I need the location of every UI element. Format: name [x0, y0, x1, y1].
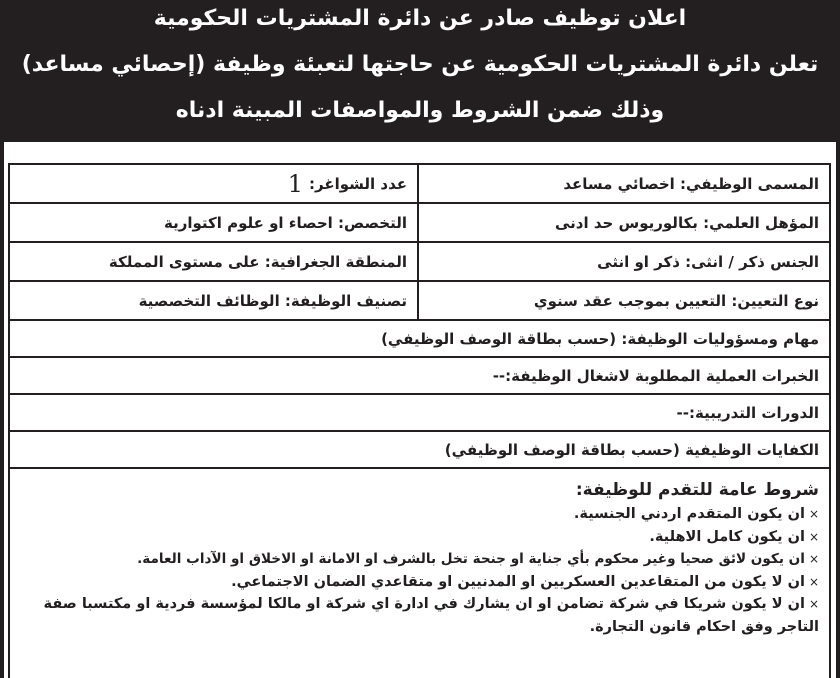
list-item	[20, 571, 819, 594]
condition-text: ان يكون لائق صحيا وغير محكوم بأي جناية او جنحة تخل بالشرف او الامانة او الاخلاق او الآداب العامة.	[137, 551, 805, 567]
job-details-table	[8, 163, 831, 469]
bullet-x-icon: ×	[808, 552, 819, 566]
table-row	[10, 282, 829, 321]
table-row	[10, 165, 829, 204]
region-cell: المنطقة الجغرافية: على مستوى المملكة	[108, 252, 407, 271]
header-note: وذلك ضمن الشروط والمواصفات المبينة ادناه	[175, 98, 665, 123]
condition-text: ان لا يكون شريكا في شركة تضامن او ان يشارك في ادارة اي شركة او مالكا لمؤسسة فردية او مكتسبا صفة التاجر وفق احكام قانون التجارة.	[43, 596, 819, 635]
table-row	[10, 321, 829, 358]
duties-cell: مهام ومسؤوليات الوظيفة: (حسب بطاقة الوصف الوظيفي)	[381, 329, 819, 348]
vacancies-value: 1	[287, 169, 303, 198]
bullet-x-icon: ×	[808, 507, 819, 521]
conditions-title: شروط عامة للتقدم للوظيفة:	[575, 480, 819, 500]
table-row	[10, 243, 829, 282]
bullet-x-icon: ×	[808, 574, 819, 589]
competencies-cell: الكفايات الوظيفية (حسب بطاقة الوصف الوظيفي)	[444, 440, 819, 459]
list-item	[20, 526, 819, 549]
header-title: اعلان توظيف صادر عن دائرة المشتريات الحكومية	[153, 6, 687, 31]
gender-cell: الجنس ذكر / انثى: ذكر او انثى	[417, 243, 829, 280]
header-subtitle: تعلن دائرة المشتريات الحكومية عن حاجتها لتعبئة وظيفة (إحصائي مساعد)	[21, 52, 819, 77]
specialization-cell: التخصص: احصاء او علوم اكتوارية	[163, 213, 407, 232]
list-item	[20, 503, 819, 526]
table-row	[10, 432, 829, 469]
general-conditions-section	[8, 469, 831, 678]
job-title-cell: المسمى الوظيفي: اخصائي مساعد	[417, 165, 829, 202]
list-item	[20, 593, 819, 638]
list-item	[20, 548, 819, 571]
experience-cell: الخبرات العملية المطلوبة لاشغال الوظيفة:--	[492, 366, 819, 385]
frame-border-right	[836, 142, 840, 678]
bullet-x-icon: ×	[808, 529, 819, 544]
table-row	[10, 204, 829, 243]
appointment-type-cell: نوع التعيين: التعيين بموجب عقد سنوي	[417, 282, 829, 319]
condition-text: ان يكون المتقدم اردني الجنسية.	[573, 506, 805, 522]
frame-border-left	[0, 142, 4, 678]
condition-text: ان يكون كامل الاهلية.	[649, 528, 805, 545]
job-classification-cell: تصنيف الوظيفة: الوظائف التخصصية	[138, 291, 407, 310]
announcement-header	[0, 0, 840, 142]
bullet-x-icon: ×	[808, 597, 819, 611]
qualification-cell: المؤهل العلمي: بكالوريوس حد ادنى	[417, 204, 829, 241]
vacancies-cell	[10, 165, 417, 202]
vacancies-label: عدد الشواغر:	[309, 174, 407, 193]
condition-text: ان لا يكون من المتقاعدين العسكريين او المدنيين او متقاعدي الضمان الاجتماعي.	[231, 573, 805, 590]
table-row	[10, 395, 829, 432]
table-row	[10, 358, 829, 395]
training-cell: الدورات التدريبية:--	[676, 403, 819, 422]
